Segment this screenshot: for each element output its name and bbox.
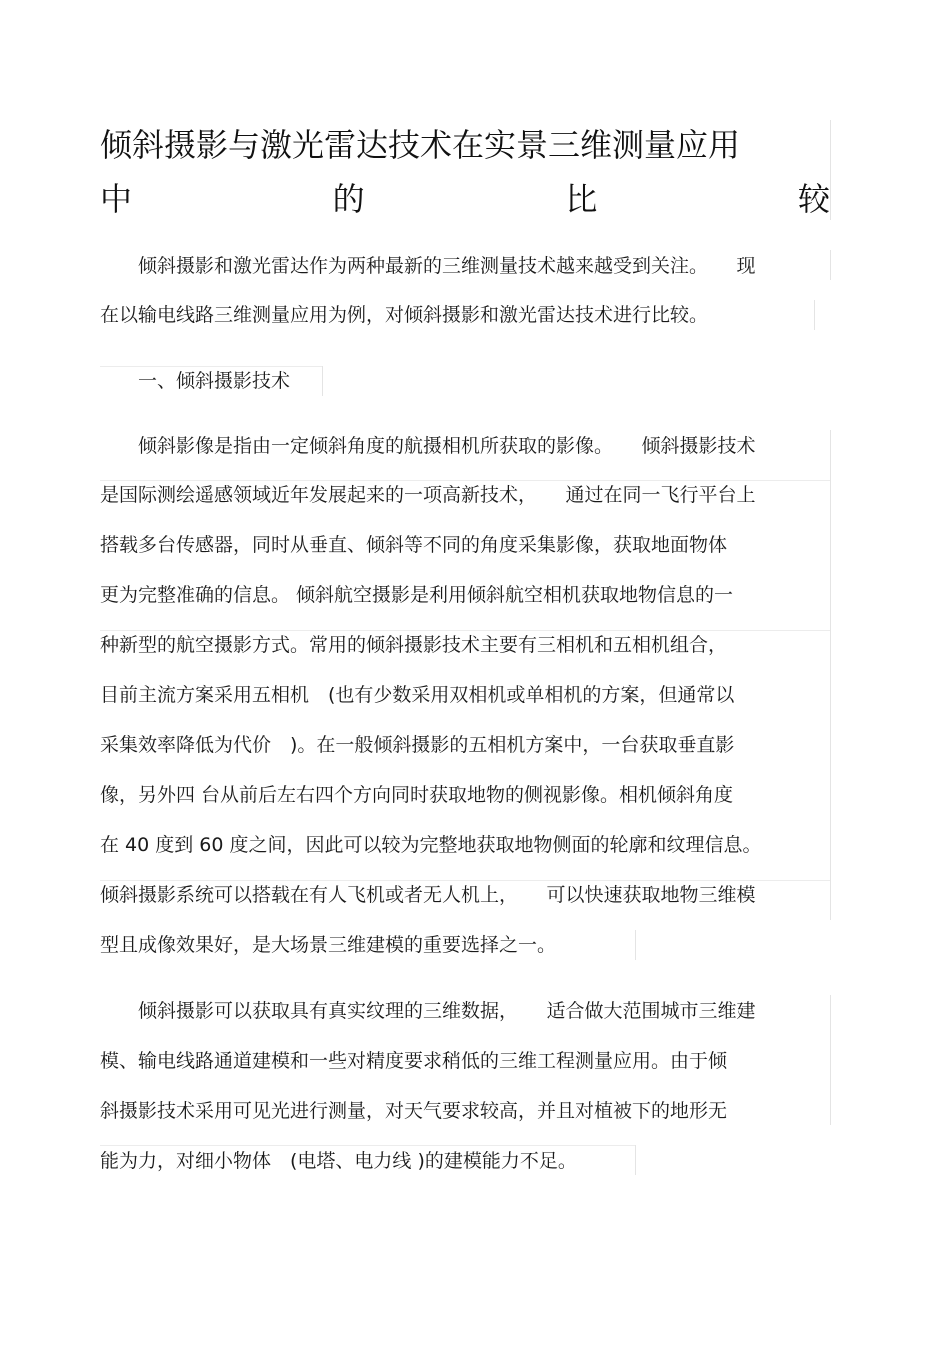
text-line: 采集效率降低为代价 )。在一般倾斜摄影的五相机方案中，一台获取垂直影	[100, 734, 735, 756]
title-char: 的	[332, 180, 365, 218]
text-line: 倾斜摄影和激光雷达作为两种最新的三维测量技术越来越受到关注。 现	[100, 255, 756, 277]
edge-mark	[635, 930, 636, 960]
edge-mark	[100, 880, 830, 881]
edge-mark	[830, 995, 831, 1125]
edge-mark	[322, 366, 323, 396]
edge-mark	[814, 300, 815, 330]
edge-mark	[100, 366, 322, 367]
text-line: 目前主流方案采用五相机 (也有少数采用双相机或单相机的方案，但通常以	[100, 684, 735, 706]
edge-mark	[100, 630, 830, 631]
text-line: 倾斜摄影系统可以搭载在有人飞机或者无人机上， 可以快速获取地物三维模	[100, 884, 756, 906]
document-title-line-2	[100, 179, 830, 219]
text-line: 种新型的航空摄影方式。常用的倾斜摄影技术主要有三相机和五相机组合，	[100, 634, 728, 656]
title-char: 中	[100, 180, 133, 218]
edge-mark	[830, 430, 831, 920]
text-line: 更为完整准确的信息。 倾斜航空摄影是利用倾斜航空相机获取地物信息的一	[100, 584, 734, 606]
edge-mark	[635, 1145, 636, 1175]
title-char: 较	[797, 180, 830, 218]
text-line: 在 40 度到 60 度之间，因此可以较为完整地获取地物侧面的轮廓和纹理信息。	[100, 834, 762, 856]
document-title-line-1: 倾斜摄影与激光雷达技术在实景三维测量应用	[100, 126, 741, 164]
text-line: 型且成像效果好，是大场景三维建模的重要选择之一。	[100, 934, 557, 956]
text-line: 能为力，对细小物体 (电塔、电力线 )的建模能力不足。	[100, 1150, 577, 1172]
title-char: 比	[565, 180, 598, 218]
edge-mark	[100, 480, 830, 481]
text-line: 倾斜影像是指由一定倾斜角度的航摄相机所获取的影像。 倾斜摄影技术	[100, 435, 756, 457]
edge-mark	[830, 120, 831, 220]
text-line: 在以输电线路三维测量应用为例，对倾斜摄影和激光雷达技术进行比较。	[100, 304, 709, 326]
section-heading: 一、倾斜摄影技术	[100, 370, 291, 392]
text-line: 像，另外四 台从前后左右四个方向同时获取地物的侧视影像。相机倾斜角度	[100, 784, 734, 806]
text-line: 斜摄影技术采用可见光进行测量，对天气要求较高，并且对植被下的地形无	[100, 1100, 728, 1122]
text-line: 是国际测绘遥感领域近年发展起来的一项高新技术， 通过在同一飞行平台上	[100, 484, 756, 506]
edge-mark	[100, 1145, 635, 1146]
text-line: 模、输电线路通道建模和一些对精度要求稍低的三维工程测量应用。由于倾	[100, 1050, 728, 1072]
text-line: 搭载多台传感器，同时从垂直、倾斜等不同的角度采集影像，获取地面物体	[100, 534, 728, 556]
text-line: 倾斜摄影可以获取具有真实纹理的三维数据， 适合做大范围城市三维建	[100, 1000, 756, 1022]
edge-mark	[830, 250, 831, 280]
